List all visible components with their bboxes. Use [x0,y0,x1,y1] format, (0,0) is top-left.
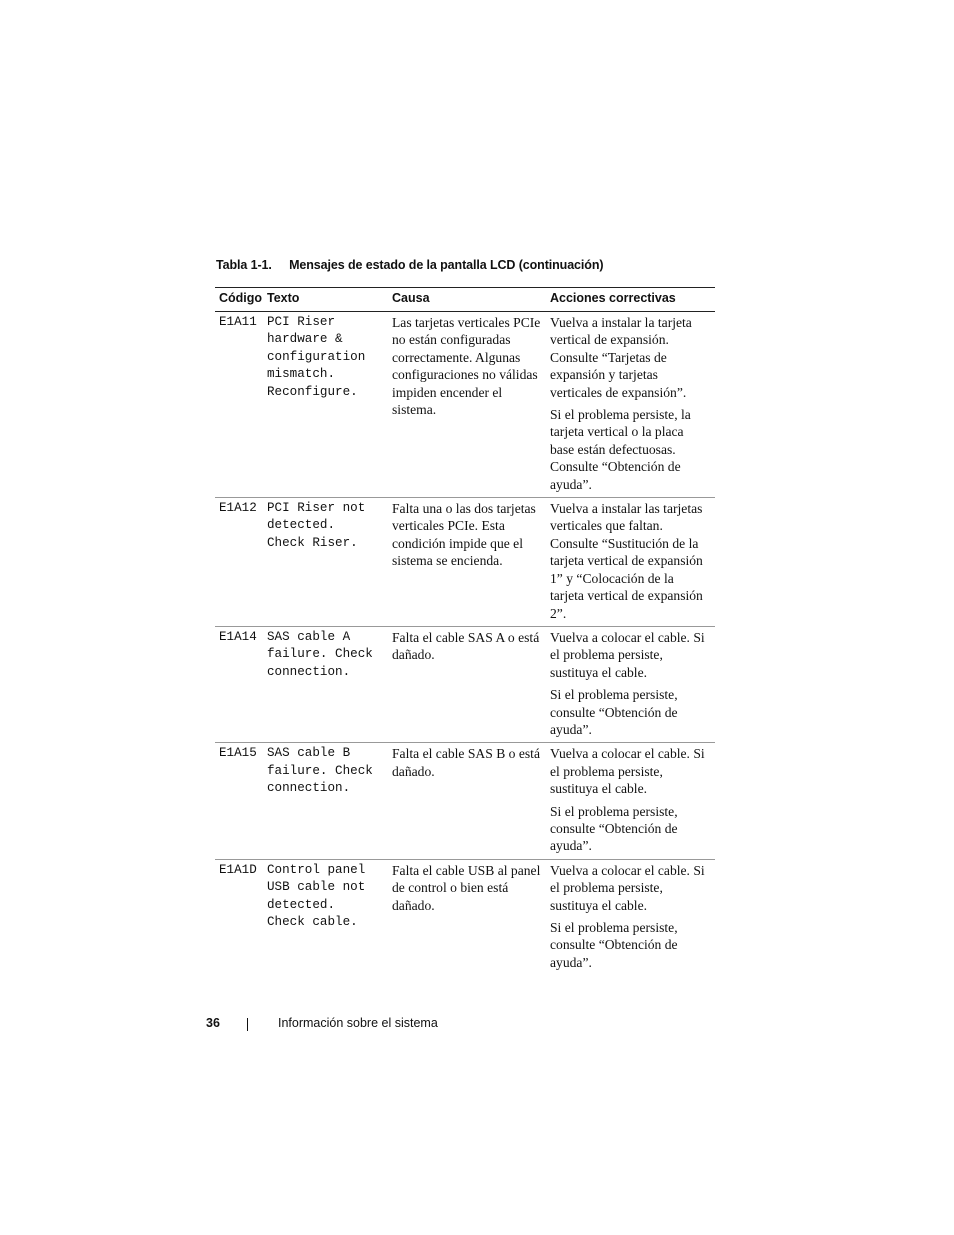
table-row [215,859,715,975]
row-code: E1A1D [219,862,257,877]
row-text: PCI Riser not detected. Check Riser. [263,498,388,627]
row-code: E1A14 [215,626,263,742]
table-row [215,498,715,627]
row-actions [546,312,715,498]
row-cause: Falta el cable USB al panel de control o bien está dañado. [392,862,541,913]
footer-section-title: Información sobre el sistema [278,1016,438,1030]
row-code: E1A15 [215,743,263,859]
row-actions [546,626,715,742]
table-title: Mensajes de estado de la pantalla LCD (continuación) [289,258,604,272]
row-text: PCI Riser hardware & configuration mismatch. Reconfigure. [263,312,388,498]
row-code: E1A12 [215,498,263,627]
page-number: 36 [206,1016,220,1030]
action-paragraph: Vuelva a instalar la tarjeta vertical de expansión. Consulte “Tarjetas de expansión y tarjetas verticales de expansión”. [550,315,692,400]
lcd-status-messages-table [215,287,715,975]
action-paragraph: Si el problema persiste, consulte “Obtención de ayuda”. [550,687,678,737]
table-header-row [215,288,715,312]
row-actions [546,498,715,627]
table-row [215,743,715,859]
row-cause: Falta el cable SAS B o está dañado. [388,743,546,859]
row-cause: Falta el cable SAS A o está dañado. [388,626,546,742]
header-causa: Causa [388,288,546,312]
table-row [215,626,715,742]
action-paragraph: Si el problema persiste, la tarjeta vertical o la placa base están defectuosas. Consulte “Obtención de ayuda”. [550,407,691,492]
table-caption [216,258,603,272]
action-paragraph: Si el problema persiste, consulte “Obtención de ayuda”. [550,803,678,854]
header-acciones: Acciones correctivas [546,288,715,312]
row-code: E1A11 [215,312,263,498]
action-paragraph: Vuelva a colocar el cable. Si el problema persiste, sustituya el cable. [550,862,705,913]
action-paragraph: Vuelva a colocar el cable. Si el problema persiste, sustituya el cable. [550,746,705,797]
action-paragraph: Vuelva a colocar el cable. Si el problema persiste, sustituya el cable. [550,629,705,680]
row-actions [546,859,715,975]
table-row [215,312,715,498]
action-paragraph: Vuelva a instalar las tarjetas verticales que faltan. Consulte “Sustitución de la tarjeta vertical de expansión 1” y “Colocación de la tarjeta vertical de expansión 2”. [550,501,703,621]
header-texto: Texto [263,288,388,312]
row-cause: Las tarjetas verticales PCIe no están configuradas correctamente. Algunas configuraciones no válidas impiden encender el sistema. [388,312,546,498]
footer-divider [247,1018,248,1031]
row-text: SAS cable B failure. Check connection. [263,743,388,859]
row-text: Control panel USB cable not detected. Check cable. [267,862,366,929]
row-text: SAS cable A failure. Check connection. [263,626,388,742]
row-cause: Falta una o las dos tarjetas verticales PCIe. Esta condición impide que el sistema se encienda. [388,498,546,627]
header-codigo: Código [215,288,263,312]
table-number: Tabla 1-1. [216,258,272,272]
action-paragraph: Si el problema persiste, consulte “Obtención de ayuda”. [550,920,678,970]
row-actions [546,743,715,859]
